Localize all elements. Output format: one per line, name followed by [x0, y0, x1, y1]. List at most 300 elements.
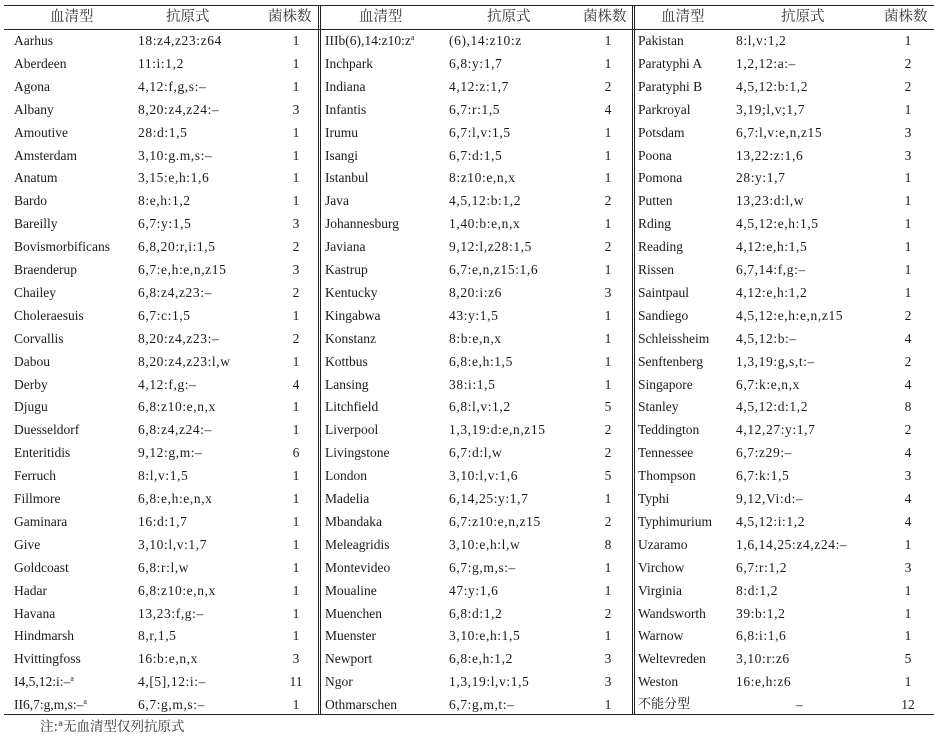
count-cell: 4 — [604, 101, 612, 117]
serotype-name: Potsdam — [638, 124, 685, 140]
antigen-cell: 8:e,h:1,2 — [138, 193, 191, 209]
header-antigen: 抗原式 — [781, 9, 825, 25]
serotype-cell — [325, 534, 389, 557]
serotype-cell — [638, 259, 674, 282]
serotype-name: Weltevreden — [638, 651, 706, 667]
count-cell: 8 — [904, 399, 912, 415]
count-cell: 1 — [604, 262, 612, 277]
serotype-cell — [325, 625, 376, 648]
antigen-cell: 1,6,14,25:z4,z24:– — [736, 536, 848, 552]
antigen-cell: 3,15:e,h:1,6 — [138, 170, 210, 186]
count-cell: 1 — [904, 170, 912, 186]
serotype-name: Infantis — [325, 101, 367, 117]
count-cell: 4 — [292, 376, 300, 392]
serotype-name: I4,5,12:i:– — [14, 674, 71, 690]
antigen-cell: 3,10:g.m,s:– — [138, 147, 213, 163]
count-cell: 1 — [292, 78, 300, 94]
count-cell: 1 — [604, 353, 612, 369]
antigen-cell: 6,7:z10:e,n,z15 — [449, 513, 541, 529]
serotype-name: Amsterdam — [14, 147, 77, 163]
serotype-cell — [325, 396, 378, 419]
serotype-name: Liverpool — [325, 422, 379, 438]
antigen-cell: 3,10:l,v:1,6 — [449, 468, 519, 484]
antigen-cell: 16:e,h:z6 — [736, 674, 792, 690]
serotype-name: Give — [14, 536, 41, 552]
serotype-cell — [638, 648, 706, 671]
antigen-cell: 16:b:e,n,x — [138, 651, 198, 667]
serotype-name: Stanley — [638, 399, 679, 415]
serotype-cell — [14, 282, 56, 305]
serotype-name: Reading — [638, 239, 683, 255]
antigen-cell: 4,5,12:d:1,2 — [736, 399, 809, 415]
count-cell: 5 — [904, 651, 912, 667]
count-cell: 3 — [904, 559, 912, 575]
serotype-cell — [14, 190, 47, 213]
count-cell: 2 — [904, 353, 912, 369]
serotype-name: Montevideo — [325, 559, 391, 575]
serotype-cell — [325, 259, 368, 282]
antigen-cell: 6,8:e,h:e,n,x — [138, 491, 213, 506]
antigen-cell: 4,12:z:1,7 — [449, 78, 509, 94]
serotype-cell — [638, 76, 702, 99]
antigen-cell: 6,7:g,m,t:– — [449, 697, 515, 713]
count-cell: 3 — [904, 147, 912, 163]
antigen-cell: 3,19;l,v;1,7 — [736, 101, 806, 117]
count-cell: 1 — [904, 674, 912, 690]
serotype-cell — [14, 122, 68, 145]
serotype-name: Moualine — [325, 582, 377, 598]
serotype-cell — [638, 603, 706, 626]
serotype-name: Virginia — [638, 582, 682, 598]
count-cell: 1 — [292, 582, 300, 598]
serotype-name: Goldcoast — [14, 559, 69, 575]
header-antigen: 抗原式 — [487, 9, 531, 25]
serotype-cell — [14, 419, 79, 442]
serotype-cell — [14, 625, 74, 648]
serotype-name: Putten — [638, 193, 673, 209]
antigen-cell: 6,14,25:y:1,7 — [449, 491, 529, 506]
antigen-cell: 8:d:1,2 — [736, 582, 779, 598]
serotype-name: Lansing — [325, 376, 369, 392]
serotype-name: Teddington — [638, 422, 700, 438]
antigen-cell: 4,5,12:b:– — [736, 330, 797, 346]
antigen-cell: 11:i:1,2 — [138, 55, 184, 71]
header-antigen: 抗原式 — [166, 9, 210, 25]
serotype-name: Johannesburg — [325, 216, 399, 232]
serotype-cell — [638, 305, 688, 328]
serotype-cell — [638, 511, 712, 534]
antigen-cell: 6,7:k:e,n,x — [736, 376, 800, 392]
count-cell: 1 — [292, 605, 300, 621]
count-cell: 4 — [904, 330, 912, 346]
count-cell: 12 — [901, 697, 915, 713]
count-cell: 3 — [292, 101, 300, 117]
antigen-cell: 6,7:r:1,2 — [736, 559, 788, 575]
serotype-name: Bareilly — [14, 216, 58, 232]
serotype-name: 不能分型 — [638, 697, 691, 713]
count-cell: 1 — [604, 147, 612, 163]
count-cell: 1 — [904, 536, 912, 552]
antigen-cell: 6,8:l,v:1,2 — [449, 399, 511, 415]
antigen-cell: 4,12,27:y:1,7 — [736, 422, 816, 438]
serotype-name: Newport — [325, 651, 373, 667]
serotype-cell — [638, 671, 678, 694]
serotype-cell — [325, 190, 349, 213]
antigen-cell: 4,12:e,h:1,5 — [736, 239, 808, 255]
serotype-name: Dabou — [14, 353, 50, 369]
serotype-name: Kottbus — [325, 353, 368, 369]
serotype-name: London — [325, 468, 367, 484]
count-cell: 1 — [904, 193, 912, 209]
antigen-cell: 4,5,12:i:1,2 — [736, 513, 806, 529]
count-cell: 5 — [604, 399, 612, 415]
header-count: 菌株数 — [583, 9, 627, 25]
antigen-cell: 6,7:z29:– — [736, 445, 793, 461]
serotype-cell — [14, 396, 48, 419]
serotype-cell — [638, 580, 682, 603]
serotype-cell — [638, 328, 709, 351]
count-cell: 1 — [292, 536, 300, 552]
count-cell: 1 — [292, 513, 300, 529]
count-cell: 4 — [904, 491, 912, 506]
serotype-name: Othmarschen — [325, 697, 397, 713]
serotype-cell — [325, 465, 367, 488]
serotype-name: Sandiego — [638, 307, 689, 323]
serotype-name: Schleissheim — [638, 330, 710, 346]
serotype-cell — [325, 53, 373, 76]
count-cell: 1 — [292, 422, 300, 438]
serotype-cell — [14, 580, 47, 603]
serotype-cell — [638, 53, 702, 76]
serotype-cell — [638, 374, 693, 397]
antigen-cell: 13,23:d:l,w — [736, 193, 805, 209]
antigen-cell: 6,8:e,h:1,2 — [449, 651, 513, 667]
antigen-cell: 38:i:1,5 — [449, 376, 496, 392]
count-cell: 2 — [604, 78, 612, 94]
serotype-cell — [14, 53, 66, 76]
serotype-name: II6,7:g,m,s:– — [14, 697, 84, 713]
count-cell: 1 — [904, 605, 912, 621]
serotype-name: Litchfield — [325, 399, 379, 415]
serotype-cell — [14, 442, 70, 465]
count-cell: 1 — [604, 55, 612, 71]
serotype-cell — [325, 167, 369, 190]
serotype-cell — [638, 145, 672, 168]
serotype-name: Aarhus — [14, 33, 53, 48]
count-cell: 8 — [604, 536, 612, 552]
count-cell: 1 — [604, 376, 612, 392]
antigen-cell: 1,3,19:g,s,t:– — [736, 353, 815, 369]
count-cell: 1 — [904, 284, 912, 300]
serotype-cell — [638, 625, 683, 648]
antigen-cell: 6,8,20:r,i:1,5 — [138, 239, 216, 255]
serotype-cell — [638, 30, 684, 53]
serotype-name: Kentucky — [325, 284, 378, 300]
antigen-cell: 6,8:z10:e,n,x — [138, 399, 216, 415]
serotype-cell — [638, 99, 690, 122]
serotype-cell — [638, 190, 673, 213]
antigen-cell: 4,12:f,g,s:– — [138, 78, 207, 94]
serotype-name: Konstanz — [325, 330, 376, 346]
serotype-cell — [325, 603, 382, 626]
count-cell: 1 — [604, 582, 612, 598]
antigen-cell: 6,7:l,v:1,5 — [449, 124, 511, 140]
antigen-cell: 1,40:b:e,n,x — [449, 216, 521, 232]
count-cell: 1 — [292, 124, 300, 140]
serotype-cell — [638, 694, 690, 717]
serotype-name: Uzaramo — [638, 536, 688, 552]
serotype-name: Warnow — [638, 628, 684, 644]
footnote-marker: a — [70, 674, 74, 684]
footnote-marker: a — [410, 33, 415, 42]
serotype-cell — [638, 488, 669, 511]
count-cell: 3 — [604, 651, 612, 667]
count-cell: 1 — [904, 239, 912, 255]
antigen-cell: 8:z10:e,n,x — [449, 170, 516, 186]
antigen-cell: 8,20:z4,z23:l,w — [138, 353, 231, 369]
antigen-cell: 6,7:d:l,w — [449, 445, 503, 461]
serotype-name: Pakistan — [638, 33, 684, 48]
serotype-cell — [325, 213, 399, 236]
count-cell: 1 — [604, 33, 612, 48]
serotype-name: Agona — [14, 78, 50, 94]
count-cell: 1 — [292, 55, 300, 71]
antigen-cell: 6,7:y:1,5 — [138, 216, 192, 232]
footnote-text: 无血清型仅列抗原式 — [62, 719, 185, 735]
serotype-cell — [325, 374, 369, 397]
antigen-cell: 6,7:e,n,z15:1,6 — [449, 262, 539, 277]
serotype-name: Aberdeen — [14, 55, 67, 71]
serotype-name: Derby — [14, 376, 48, 392]
antigen-cell: 4,5,12:e,h:e,n,z15 — [736, 307, 844, 323]
count-cell: 1 — [292, 307, 300, 323]
serotype-name: Paratyphi B — [638, 78, 703, 94]
antigen-cell: 18:z4,z23:z64 — [138, 33, 222, 48]
antigen-cell: 6,7:c:1,5 — [138, 307, 191, 323]
serotype-cell — [14, 671, 74, 694]
serotype-name: Duesseldorf — [14, 422, 80, 438]
serotype-name: Choleraesuis — [14, 307, 84, 323]
serotype-cell — [325, 282, 377, 305]
serotype-name: Muenster — [325, 628, 376, 644]
count-cell: 2 — [604, 513, 612, 529]
count-cell: 4 — [904, 513, 912, 529]
antigen-cell: 6,8:z4,z24:– — [138, 422, 212, 438]
antigen-cell: 47:y:1,6 — [449, 582, 499, 598]
serotype-name: Poona — [638, 147, 672, 163]
serotype-cell — [325, 351, 368, 374]
antigen-cell: 4,[5],12:i:– — [138, 674, 206, 690]
count-cell: 1 — [604, 559, 612, 575]
count-cell: 1 — [904, 33, 912, 48]
count-cell: 5 — [604, 468, 612, 484]
antigen-cell: 39:b:1,2 — [736, 605, 786, 621]
antigen-cell: 8,20:z4,z23:– — [138, 330, 220, 346]
serotype-cell — [14, 145, 77, 168]
antigen-cell: 6,8:y:1,7 — [449, 55, 503, 71]
serotype-name: Wandsworth — [638, 605, 706, 621]
header-serotype: 血清型 — [359, 9, 403, 25]
serotype-cell — [325, 648, 372, 671]
count-cell: 1 — [292, 399, 300, 415]
serotype-name: Livingstone — [325, 445, 390, 461]
footnote-marker: a — [83, 697, 87, 707]
serotype-name: Havana — [14, 605, 56, 621]
count-cell: 1 — [292, 559, 300, 575]
antigen-cell: 6,7:r:1,5 — [449, 101, 501, 117]
antigen-cell: 9,12:g,m:– — [138, 445, 203, 461]
serotype-name: Albany — [14, 101, 54, 117]
serotype-cell — [14, 236, 110, 259]
antigen-cell: 6,7:k:1,5 — [736, 468, 790, 484]
count-cell: 2 — [292, 239, 300, 255]
antigen-cell: 6,8:z10:e,n,x — [138, 582, 216, 598]
serotype-cell — [325, 419, 378, 442]
serotype-cell — [14, 374, 48, 397]
count-cell: 1 — [292, 170, 300, 186]
antigen-cell: 6,7:l,v:e,n,z15 — [736, 124, 823, 140]
serotype-cell — [325, 511, 382, 534]
serotype-name: Pomona — [638, 170, 683, 186]
antigen-cell: 16:d:1,7 — [138, 513, 188, 529]
serotype-name: Corvallis — [14, 330, 64, 346]
antigen-cell: 1,3,19:d:e,n,z15 — [449, 422, 546, 438]
serotype-name: Weston — [638, 674, 679, 690]
count-cell: 3 — [904, 124, 912, 140]
serotype-name: Rding — [638, 216, 672, 232]
serotype-cell — [638, 442, 693, 465]
antigen-cell: 13,23:f,g:– — [138, 605, 204, 621]
antigen-cell: 8:l,v:1,2 — [736, 33, 787, 48]
serotype-name: Madelia — [325, 491, 370, 506]
serotype-cell — [14, 259, 77, 282]
serotype-cell — [14, 76, 50, 99]
antigen-cell: 6,7:e,h:e,n,z15 — [138, 262, 227, 277]
serotype-name: Paratyphi A — [638, 55, 703, 71]
serotype-name: Hindmarsh — [14, 628, 74, 644]
serotype-cell — [14, 557, 69, 580]
count-cell: 6 — [292, 445, 300, 461]
count-cell: 1 — [292, 468, 300, 484]
serotype-cell — [14, 213, 58, 236]
serotype-cell — [638, 213, 671, 236]
serotype-cell — [325, 557, 390, 580]
antigen-cell: 6,7,14:f,g:– — [736, 262, 806, 277]
serotype-cell — [14, 30, 53, 53]
count-cell: 3 — [292, 216, 300, 232]
antigen-cell: 8:b:e,n,x — [449, 330, 502, 346]
serotype-name: Enteritidis — [14, 445, 71, 461]
antigen-cell: 8,r,1,5 — [138, 628, 177, 644]
serotype-name: Isangi — [325, 147, 358, 163]
serotype-name: Senftenberg — [638, 353, 703, 369]
count-cell: 1 — [292, 147, 300, 163]
serotype-name: Meleagridis — [325, 536, 390, 552]
antigen-cell: 28:y:1,7 — [736, 170, 786, 186]
antigen-cell: 4,12:f,g:– — [138, 376, 197, 392]
serotype-name: Amoutive — [14, 124, 68, 140]
serotype-cell — [325, 305, 380, 328]
count-cell: 11 — [289, 674, 303, 690]
serotype-cell — [14, 488, 61, 511]
serotype-name: Bovismorbificans — [14, 239, 110, 255]
count-cell: 1 — [604, 170, 612, 186]
serotype-name: Ferruch — [14, 468, 56, 484]
serotype-cell — [638, 351, 703, 374]
count-cell: 1 — [604, 697, 612, 713]
serotype-cell — [325, 30, 414, 53]
antigen-cell: 4,5,12:b:1,2 — [449, 193, 522, 209]
footnote-marker: a — [58, 719, 63, 728]
serotype-name: Irumu — [325, 124, 358, 140]
count-cell: 1 — [292, 33, 300, 48]
header-serotype: 血清型 — [50, 9, 94, 25]
count-cell: 1 — [604, 628, 612, 644]
count-cell: 1 — [904, 582, 912, 598]
count-cell: 2 — [904, 422, 912, 438]
serotype-name: Ngor — [325, 674, 353, 690]
serotype-name: Istanbul — [325, 170, 369, 186]
antigen-cell: 8,20:z4,z24:– — [138, 101, 220, 117]
serotype-name: IIIb(6),14:z10:z — [325, 33, 411, 48]
serotype-cell — [325, 145, 358, 168]
serotype-cell — [325, 76, 365, 99]
serotype-name: Chailey — [14, 284, 56, 300]
serotype-name: Typhimurium — [638, 513, 713, 529]
count-cell: 3 — [904, 468, 912, 484]
serotype-cell — [325, 671, 353, 694]
serotype-cell — [325, 99, 366, 122]
antigen-cell: (6),14:z10:z — [449, 33, 522, 48]
serotype-name: Thompson — [638, 468, 696, 484]
count-cell: 1 — [604, 307, 612, 323]
antigen-cell: 4,12:e,h:1,2 — [736, 284, 808, 300]
serotype-cell — [325, 236, 365, 259]
count-cell: 1 — [292, 697, 300, 713]
count-cell: 1 — [292, 353, 300, 369]
serotype-name: Kingabwa — [325, 307, 381, 323]
antigen-cell: 6,8:z4,z23:– — [138, 284, 212, 300]
serotype-cell — [14, 465, 56, 488]
serotype-name: Djugu — [14, 399, 48, 415]
serotype-name: Braenderup — [14, 262, 77, 277]
count-cell: 3 — [292, 651, 300, 667]
serotype-name: Typhi — [638, 491, 670, 506]
antigen-cell: 3,10:r:z6 — [736, 651, 790, 667]
serotype-name: Inchpark — [325, 55, 373, 71]
antigen-cell: 8:l,v:1,5 — [138, 468, 189, 484]
count-cell: 1 — [604, 491, 612, 506]
footnote-prefix: 注: — [40, 719, 59, 735]
antigen-cell: 6,8:d:1,2 — [449, 605, 503, 621]
serotype-cell — [14, 328, 64, 351]
header-count: 菌株数 — [884, 9, 928, 25]
serotype-name: Bardo — [14, 193, 47, 209]
antigen-cell: – — [796, 697, 804, 713]
header-serotype: 血清型 — [661, 9, 705, 25]
count-cell: 2 — [604, 239, 612, 255]
antigen-cell: 13,22:z:1,6 — [736, 147, 804, 163]
antigen-cell: 6,7:g,m,s:– — [449, 559, 516, 575]
serotype-name: Anatum — [14, 170, 58, 186]
serotype-cell — [638, 282, 689, 305]
serotype-cell — [14, 648, 81, 671]
count-cell: 1 — [904, 262, 912, 277]
serotype-cell — [638, 534, 687, 557]
antigen-cell: 8,20:i:z6 — [449, 284, 503, 300]
count-cell: 2 — [604, 445, 612, 461]
count-cell: 2 — [604, 605, 612, 621]
